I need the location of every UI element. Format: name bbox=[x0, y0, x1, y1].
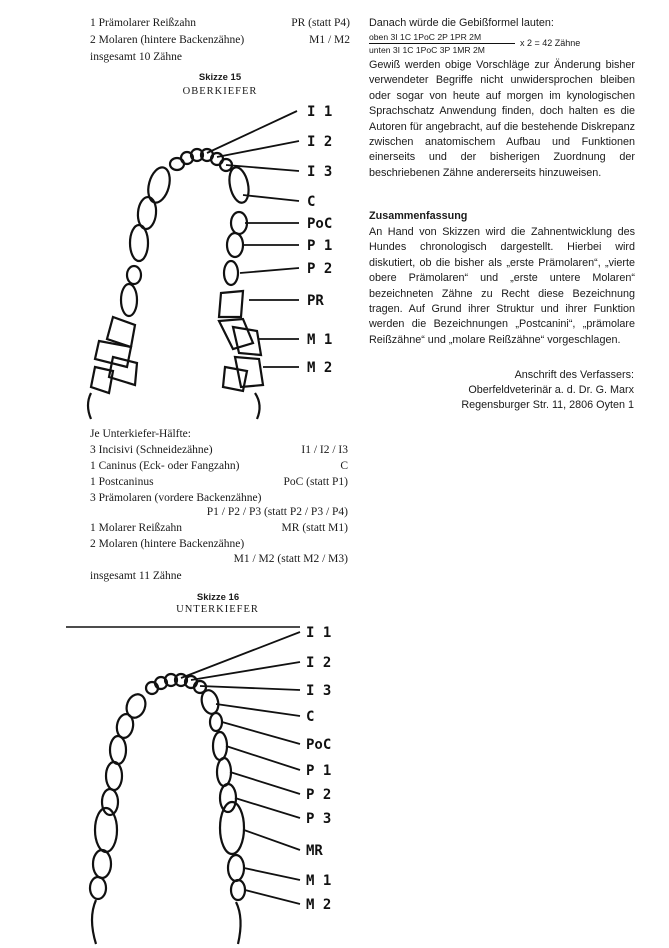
formula-tail: x 2 = 42 Zähne bbox=[520, 38, 581, 48]
sketch15-label-m2: M 2 bbox=[307, 360, 333, 376]
sketch16-label-i3: I 3 bbox=[306, 683, 332, 699]
formula-bottom: unten 3I 1C 1PoC 3P 1MR 2M bbox=[369, 45, 485, 55]
sketch16-label-m2: M 2 bbox=[306, 897, 332, 913]
sketch15-label-c: C bbox=[307, 194, 316, 210]
sketch15-label-m1: M 1 bbox=[307, 332, 333, 348]
sketch15-drawing bbox=[85, 95, 355, 420]
sketch15-label-poc: PoC bbox=[307, 216, 333, 232]
sketch16-label-i2: I 2 bbox=[306, 655, 332, 671]
sketch15-label-i2: I 2 bbox=[307, 134, 333, 150]
sketch15-label-p2: P 2 bbox=[307, 261, 333, 277]
lower-row-3-right: PoC (statt P1) bbox=[283, 476, 348, 488]
sketch16-label-p3: P 3 bbox=[306, 811, 332, 827]
sketch16-label-i1: I 1 bbox=[306, 625, 332, 641]
lower-row-1-left: 3 Incisivi (Schneidezähne) bbox=[90, 444, 213, 456]
lower-row-1-right: I1 / I2 / I3 bbox=[301, 444, 348, 456]
lower-row-6-right: MR (statt M1) bbox=[281, 522, 348, 534]
summary-heading: Zusammenfassung bbox=[369, 210, 468, 222]
sketch15-label-p1: P 1 bbox=[307, 238, 333, 254]
formula-top: oben 3I 1C 1PoC 2P 1PR 2M bbox=[369, 32, 482, 42]
sketch16-title: Skizze 16 bbox=[196, 592, 240, 603]
sketch16-label-m1: M 1 bbox=[306, 873, 332, 889]
address-line-2: Oberfeldveterinär a. d. Dr. G. Marx bbox=[468, 384, 634, 396]
formula-intro: Danach würde die Gebißformel lauten: bbox=[369, 17, 554, 29]
sketch16-label-mr: MR bbox=[306, 843, 323, 859]
formula-fraction-bar bbox=[369, 43, 515, 44]
sketch15-label-i3: I 3 bbox=[307, 164, 333, 180]
top-line-2-left: 2 Molaren (hintere Backenzähne) bbox=[90, 34, 245, 46]
sketch16-label-c: C bbox=[306, 709, 315, 725]
address-line-1: Anschrift des Verfassers: bbox=[514, 369, 634, 381]
sketch16-label-poc: PoC bbox=[306, 737, 332, 753]
top-line-3-left: insgesamt 10 Zähne bbox=[90, 51, 182, 63]
sketch16-label-p1: P 1 bbox=[306, 763, 332, 779]
paragraph-1: Gewiß werden obige Vorschläge zur Änderung bisher verwendeter Begriffe nicht unwidersprochen bleiben oder sogar von heute auf morgen im kynologischen Sprachschatz Anwendung finden, doch halten es die Autoren für angebracht, auf die bestehende Diskrepanz zwischen anatomischem Aufbau und Funktionen einerseits und der bisherigen Zuordnung der beschriebenen Zähne andererseits hinzuweisen. bbox=[369, 59, 635, 179]
lower-row-6-left: 1 Molarer Reißzahn bbox=[90, 522, 182, 534]
lower-heading: Je Unterkiefer-Hälfte: bbox=[90, 428, 191, 440]
top-line-1-right: PR (statt P4) bbox=[291, 17, 350, 29]
sketch15-label-i1: I 1 bbox=[307, 104, 333, 120]
sketch15-subtitle: OBERKIEFER bbox=[182, 86, 258, 97]
lower-row-8-right: M1 / M2 (statt M2 / M3) bbox=[233, 553, 348, 565]
sketch15-label-pr: PR bbox=[307, 293, 324, 309]
lower-row-3-left: 1 Postcaninus bbox=[90, 476, 154, 488]
sketch16-subtitle: UNTERKIEFER bbox=[176, 604, 259, 615]
lower-row-5-right: P1 / P2 / P3 (statt P2 / P3 / P4) bbox=[206, 506, 348, 518]
top-line-1-left: 1 Prämolarer Reißzahn bbox=[90, 17, 197, 29]
paragraph-2: An Hand von Skizzen wird die Zahnentwicklung des Hundes chronologisch dargestellt. Hierbei wird diskutiert, ob die bisher als „erste Prämolaren“, „vierte obere Prämolaren“ und „erste untere Molaren“ bezeichneten Zähne zu Recht diese Bezeichnung tragen. Auf Grund ihrer Struktur und ihrer Funktion werden die Bezeichnungen „Postcanini“, „prämolare Reißzähne“ und „molare Reißzähne“ vorgeschlagen. bbox=[369, 226, 635, 346]
top-line-2-right: M1 / M2 bbox=[309, 34, 350, 46]
address-line-3: Regensburger Str. 11, 2806 Oyten 1 bbox=[461, 399, 634, 411]
lower-row-7-left: 2 Molaren (hintere Backenzähne) bbox=[90, 538, 245, 550]
sketch16-label-p2: P 2 bbox=[306, 787, 332, 803]
sketch16-drawing bbox=[60, 618, 360, 946]
sketch15-title: Skizze 15 bbox=[198, 72, 242, 83]
lower-row-2-left: 1 Caninus (Eck- oder Fangzahn) bbox=[90, 460, 240, 472]
lower-row-9-left: insgesamt 11 Zähne bbox=[90, 570, 182, 582]
lower-row-4-left: 3 Prämolaren (vordere Backenzähne) bbox=[90, 492, 262, 504]
lower-row-2-right: C bbox=[340, 460, 348, 472]
